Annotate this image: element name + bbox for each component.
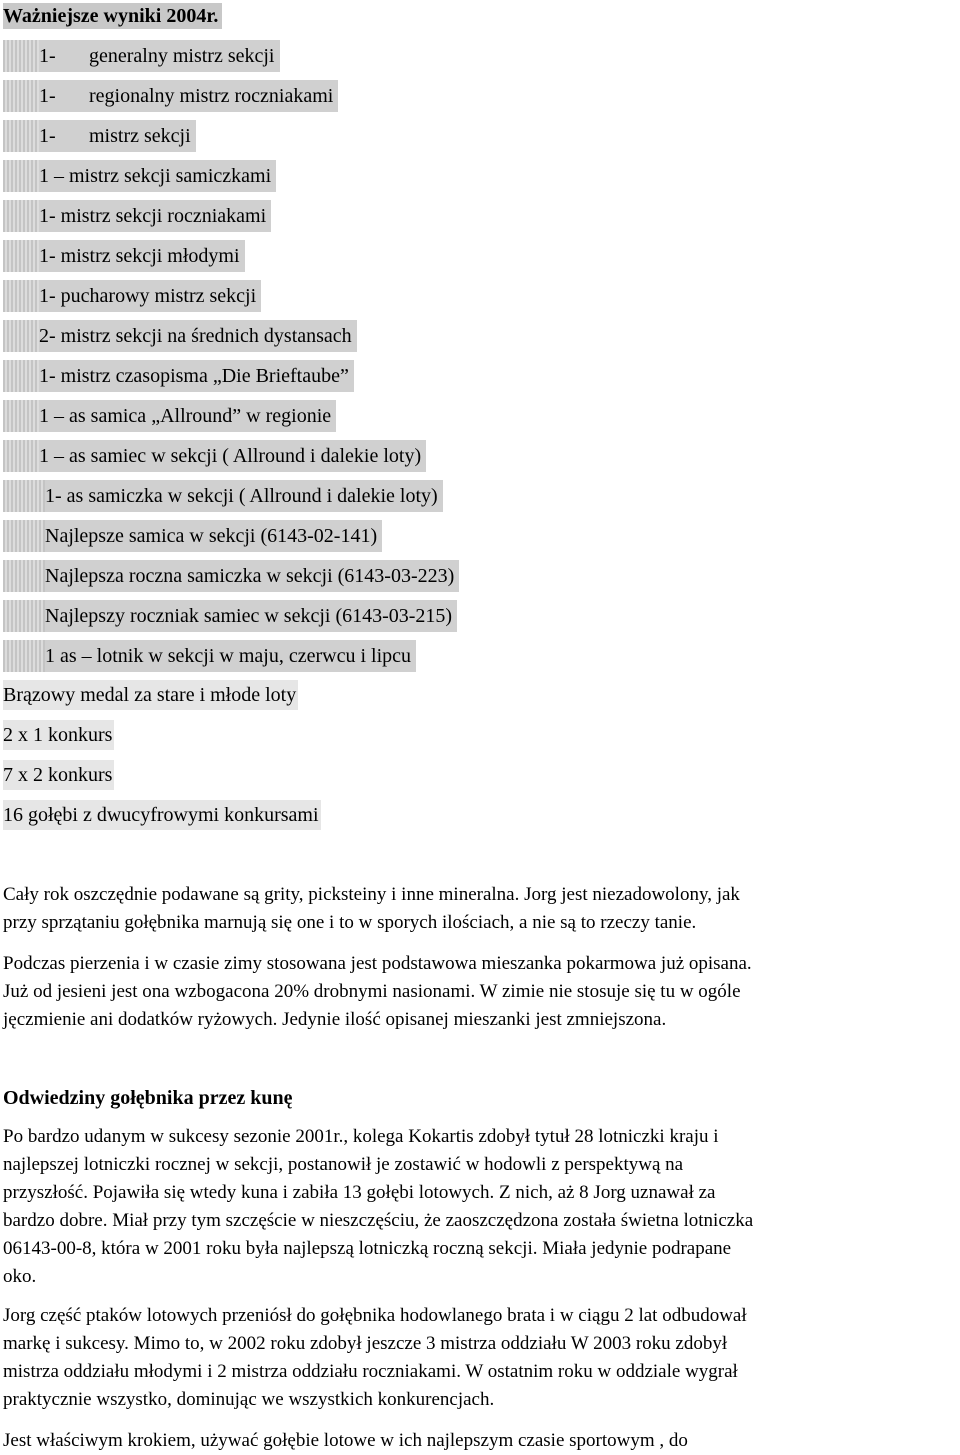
result-line: 1- pucharowy mistrz sekcji: [3, 280, 261, 312]
result-line: 2- mistrz sekcji na średnich dystansach: [3, 320, 357, 352]
extra-line: 2 x 1 konkurs: [3, 720, 114, 750]
result-line: 1- mistrz czasopisma „Die Brieftaube”: [3, 360, 354, 392]
result-line: 1- as samiczka w sekcji ( Allround i dalekie loty): [3, 480, 443, 512]
extra-line: Brązowy medal za stare i młode loty: [3, 680, 298, 710]
paragraph-rebuild: Jorg część ptaków lotowych przeniósł do gołębnika hodowlanego brata i w ciągu 2 lat odbudował markę i sukcesy. Mimo to, w 2002 roku zdobył jeszcze 3 mistrza oddziału W 2003 roku zdobył mistrza oddziału młodymi i 2 mistrza oddziału roczniakami. W ostatnim roku w oddziale wygrał praktycznie wszystko, dominując we wszystkich konkurencjach.: [3, 1305, 747, 1410]
paragraph-last: Jest właściwym krokiem, używać gołębie lotowe w ich najlepszym czasie sportowym , do: [3, 1430, 688, 1451]
extra-line: 16 gołębi z dwucyfrowymi konkursami: [3, 800, 321, 830]
result-line: 1 as – lotnik w sekcji w maju, czerwcu i lipcu: [3, 640, 416, 672]
result-line: 1- mistrz sekcji: [3, 120, 196, 152]
paragraph-marten: Po bardzo udanym w sukcesy sezonie 2001r., kolega Kokartis zdobył tytuł 28 lotniczki kraju i najlepszej lotniczki rocznej w sekcji, postanowił je zostawić w hodowli z perspektywą na przyszłość. Pojawiła się wtedy kuna i zabiła 13 gołębi lotowych. Z nich, aż 8 Jorg uznawał za bardzo dobre. Miał przy tym szczęście w nieszczęściu, że zaoszczędzona została świetna lotniczka 06143-00-8, która w 2001 roku była najlepszą lotniczką roczną sekcji. Miała jedynie podrapane oko.: [3, 1126, 754, 1287]
result-line: Najlepszy roczniak samiec w sekcji (6143-03-215): [3, 600, 457, 632]
result-line: 1 – as samica „Allround” w regionie: [3, 400, 336, 432]
paragraph-feeding: Podczas pierzenia i w czasie zimy stosowana jest podstawowa mieszanka pokarmowa już opisana. Już od jesieni jest ona wzbogacona 20% drobnymi nasionami. W zimie nie stosuje się tu w ogóle jęczmienie ani dodatków ryżowych. Jedynie ilość opisanej mieszanki jest zmniejszona.: [3, 953, 752, 1030]
paragraph-minerals: Cały rok oszczędnie podawane są grity, picksteiny i inne mineralna. Jorg jest niezadowolony, jak przy sprzątaniu gołębnika marnują się one i to w sporych ilościach, a nie są to rzeczy tanie.: [3, 884, 740, 933]
result-line: Najlepsza roczna samiczka w sekcji (6143-03-223): [3, 560, 459, 592]
result-line: 1 – mistrz sekcji samiczkami: [3, 160, 276, 192]
extra-line: 7 x 2 konkurs: [3, 760, 114, 790]
results-heading: Ważniejsze wyniki 2004r.: [3, 3, 222, 29]
result-line: 1- generalny mistrz sekcji: [3, 40, 280, 72]
result-line: 1- regionalny mistrz roczniakami: [3, 80, 338, 112]
result-line: 1 – as samiec w sekcji ( Allround i dalekie loty): [3, 440, 426, 472]
section-title: Odwiedziny gołębnika przez kunę: [3, 1087, 293, 1109]
result-line: Najlepsze samica w sekcji (6143-02-141): [3, 520, 382, 552]
result-line: 1- mistrz sekcji roczniakami: [3, 200, 271, 232]
result-line: 1- mistrz sekcji młodymi: [3, 240, 245, 272]
